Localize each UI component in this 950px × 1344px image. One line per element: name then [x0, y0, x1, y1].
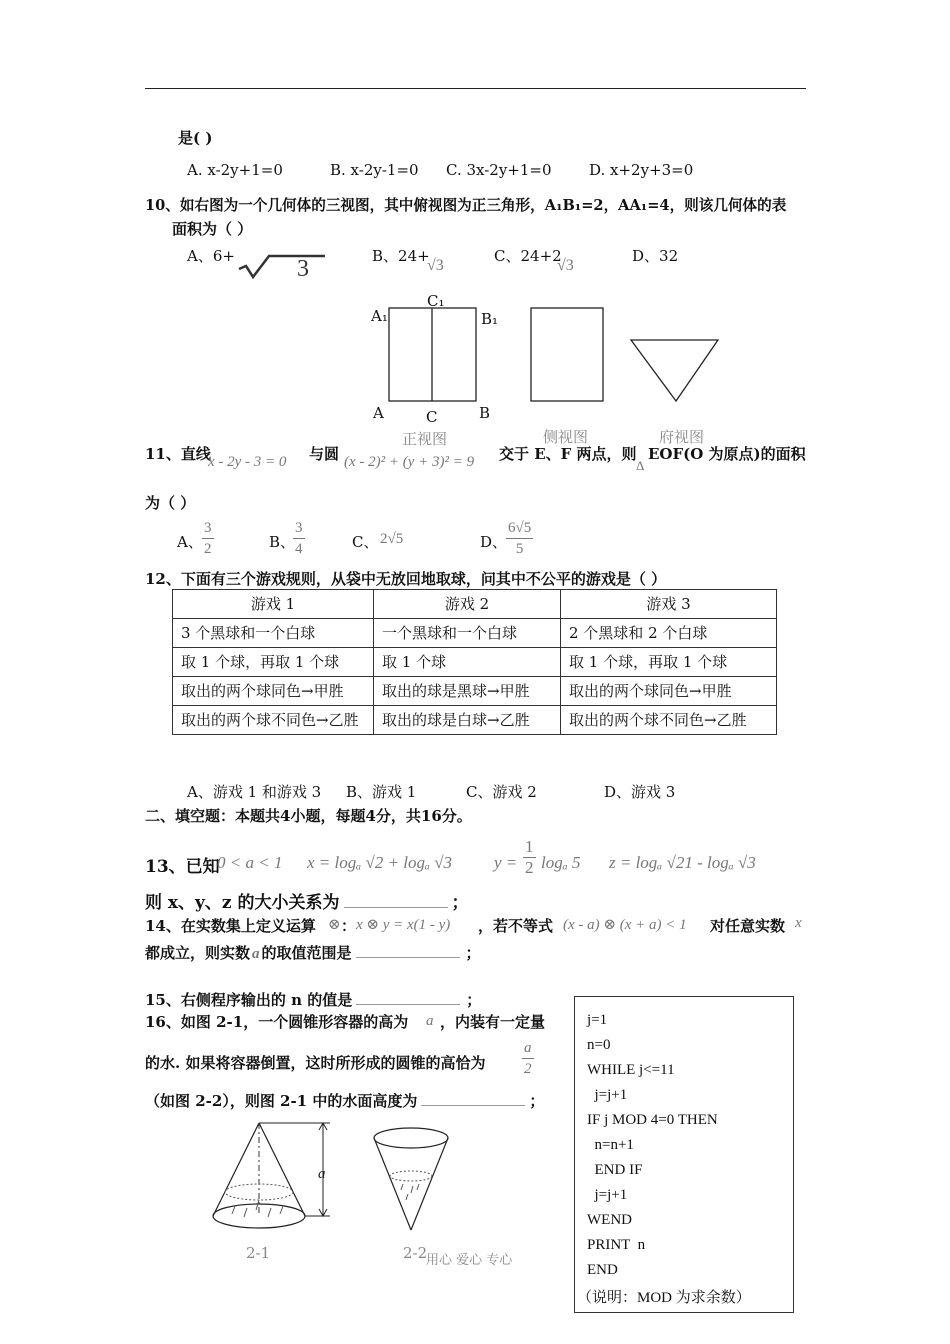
label-A: A [373, 404, 384, 422]
program-line: j=j+1 [587, 1087, 628, 1103]
answer-blank[interactable] [356, 1004, 460, 1005]
q11-option-c: C、 [352, 533, 379, 551]
cone-figures [205, 1118, 465, 1238]
q11-stem-circle: 与圆 [309, 445, 340, 463]
q10-option-c-sqrt3: √3 [557, 257, 574, 274]
q11-line-equation: x - 2y - 3 = 0 [208, 454, 287, 470]
program-note: （说明：MOD 为求余数） [577, 1290, 751, 1306]
q14-stem-middle: ，若不等式 [478, 917, 554, 935]
program-line: END IF [587, 1162, 643, 1178]
cone-height-label: a [318, 1166, 326, 1182]
table-cell: 取出的球是白球→乙胜 [374, 706, 561, 735]
table-cell: 取出的球是黑球→甲胜 [374, 677, 561, 706]
q16-stem-start: 16、如图 2-1，一个圆锥形容器的高为 [145, 1013, 409, 1031]
games-table [172, 589, 777, 735]
q12-option-c: C、游戏 2 [466, 783, 537, 801]
q10-stem-line1: 10、如右图为一个几何体的三视图，其中俯视图为正三角形，A₁B₁=2，AA₁=4，则该几何体的表 [145, 197, 787, 214]
answer-blank[interactable] [421, 1105, 525, 1106]
table-cell: 取 1 个球，再取 1 个球 [173, 648, 374, 677]
table-cell: 取 1 个球 [374, 648, 561, 677]
q14-var-x: x [795, 915, 802, 931]
q12-option-a: A、游戏 1 和游戏 3 [187, 783, 322, 801]
q10-option-b: B、24+ [372, 247, 430, 265]
answer-blank[interactable] [344, 907, 448, 908]
q11-stem-line2: 为（ ） [145, 494, 196, 512]
q16-var-a: a [426, 1013, 434, 1029]
q13-y-fraction: $\frac{1}{2}$ [525, 837, 534, 877]
q10-option-c: C、24+2 [494, 247, 562, 265]
q10-option-a: A、6+ [187, 247, 235, 265]
table-cell: 取出的两个球同色→甲胜 [561, 677, 777, 706]
top-view-label: 府视图 [659, 428, 705, 446]
table-row [173, 619, 777, 648]
q11-circle-equation: (x - 2)² + (y + 3)² = 9 [344, 454, 475, 470]
program-line: IF j MOD 4=0 THEN [587, 1112, 718, 1128]
q14-inequality: (x - a) ⊗ (x + a) < 1 [563, 917, 687, 933]
three-view-figure [365, 288, 725, 446]
q13-stem-line2: 则 x、y、z 的大小关系为 ； [145, 893, 469, 913]
label-C: C [426, 408, 438, 426]
figure-2-1-label: 2-1 [246, 1244, 271, 1262]
program-line: j=1 [587, 1012, 608, 1028]
table-row [173, 706, 777, 735]
program-line: WHILE j<=11 [587, 1062, 675, 1078]
table-cell: 一个黑球和一个白球 [374, 619, 561, 648]
q13-z-expression: z = logₐ √21 - logₐ √3 [609, 853, 756, 872]
q14-stem-line2: 都成立，则实数 a 的取值范围是 ； [145, 944, 481, 962]
table-row [173, 648, 777, 677]
q11-option-d: D、 [480, 533, 508, 551]
q11-option-d-fraction: $\frac{6√5}{5}$ [508, 520, 532, 557]
q10-option-d: D、32 [632, 247, 679, 265]
table-header-cell: 游戏 2 [374, 590, 561, 619]
watermark-footer: 用心 爱心 专心 [426, 1253, 513, 1268]
label-A1: A₁ [371, 307, 388, 325]
q11-option-a-fraction: $\frac{3}{2}$ [204, 520, 212, 557]
table-header-cell: 游戏 1 [173, 590, 374, 619]
program-line: WEND [587, 1212, 632, 1228]
front-view-label: 正视图 [402, 430, 448, 448]
program-line: j=j+1 [587, 1187, 628, 1203]
q11-option-c-value: 2√5 [380, 531, 404, 547]
q9-tail: 是( ) [178, 129, 213, 147]
q11-stem-middle: 交于 E、F 两点，则 [499, 445, 637, 463]
sqrt3-large-symbol [237, 253, 327, 279]
label-B1: B₁ [481, 310, 499, 328]
table-row [173, 677, 777, 706]
q10-stem-line2: 面积为（ ） [172, 220, 253, 238]
answer-blank[interactable] [356, 957, 460, 958]
program-line: n=n+1 [587, 1137, 634, 1153]
table-cell: 2 个黑球和 2 个白球 [561, 619, 777, 648]
q14-stem-end: 对任意实数 [710, 917, 786, 935]
q9-option-c: C. 3x-2y+1=0 [446, 161, 552, 179]
q13-stem-start: 13、已知 [145, 857, 220, 877]
program-line: END [587, 1262, 618, 1278]
q13-condition: 0 < a < 1 [217, 853, 283, 872]
q11-option-a: A、 [177, 533, 203, 551]
q11-option-b: B、 [269, 533, 296, 551]
q14-stem-start: 14、在实数集上定义运算 [145, 917, 316, 935]
table-header-row [173, 590, 777, 619]
q14-definition: x ⊗ y = x(1 - y) [356, 917, 451, 933]
table-cell: 取出的两个球不同色→乙胜 [173, 706, 374, 735]
side-view-label: 侧视图 [543, 428, 589, 446]
q12-option-d: D、游戏 3 [604, 783, 676, 801]
q13-y-rhs: logₐ 5 [541, 853, 581, 872]
q11-stem-start: 11、直线 [145, 445, 211, 463]
q13-y-lhs: y = [494, 853, 518, 872]
table-header-cell: 游戏 3 [561, 590, 777, 619]
top-view-triangle [631, 340, 718, 401]
table-cell: 3 个黑球和一个白球 [173, 619, 374, 648]
q11-stem-end: EOF(O 为原点)的面积 [648, 445, 806, 463]
label-B: B [479, 404, 491, 422]
q14-colon: ： [341, 917, 357, 935]
table-cell: 取出的两个球不同色→乙胜 [561, 706, 777, 735]
q14-operator: ⊗ [328, 917, 341, 933]
program-line: PRINT n [587, 1237, 646, 1253]
q13-x-expression: x = logₐ √2 + logₐ √3 [307, 853, 453, 872]
q9-option-d: D. x+2y+3=0 [589, 161, 694, 179]
label-C1: C₁ [427, 292, 445, 310]
header-rule [145, 88, 806, 89]
q11-option-b-fraction: $\frac{3}{4}$ [295, 520, 303, 557]
svg-text:3: 3 [297, 256, 309, 279]
q15-stem: 15、右侧程序输出的 n 的值是 ； [145, 991, 482, 1009]
q12-option-b: B、游戏 1 [346, 783, 417, 801]
program-line: n=0 [587, 1037, 611, 1053]
program-box [574, 996, 794, 1313]
side-view [531, 308, 603, 401]
q9-option-a: A. x-2y+1=0 [187, 161, 283, 179]
q10-option-b-sqrt3: √3 [427, 257, 444, 274]
q16-stem-line2: 的水. 如果将容器倒置，这时所形成的圆锥的高恰为 [145, 1054, 486, 1072]
table-cell: 取出的两个球同色→甲胜 [173, 677, 374, 706]
q12-stem: 12、下面有三个游戏规则，从袋中无放回地取球，问其中不公平的游戏是（ ） [145, 570, 667, 588]
q16-stem-middle: ，内装有一定量 [440, 1013, 546, 1031]
q9-option-b: B. x-2y-1=0 [330, 161, 419, 179]
q16-height-fraction: $\frac{a}{2}$ [524, 1040, 532, 1077]
q16-stem-line3: （如图 2-2），则图 2-1 中的水面高度为 ； [145, 1092, 545, 1110]
section-2-heading: 二、填空题：本题共4小题，每题4分，共16分。 [145, 807, 472, 825]
figure-2-2-label: 2-2 [403, 1244, 428, 1262]
q11-delta: Δ [636, 458, 645, 473]
table-cell: 取 1 个球，再取 1 个球 [561, 648, 777, 677]
